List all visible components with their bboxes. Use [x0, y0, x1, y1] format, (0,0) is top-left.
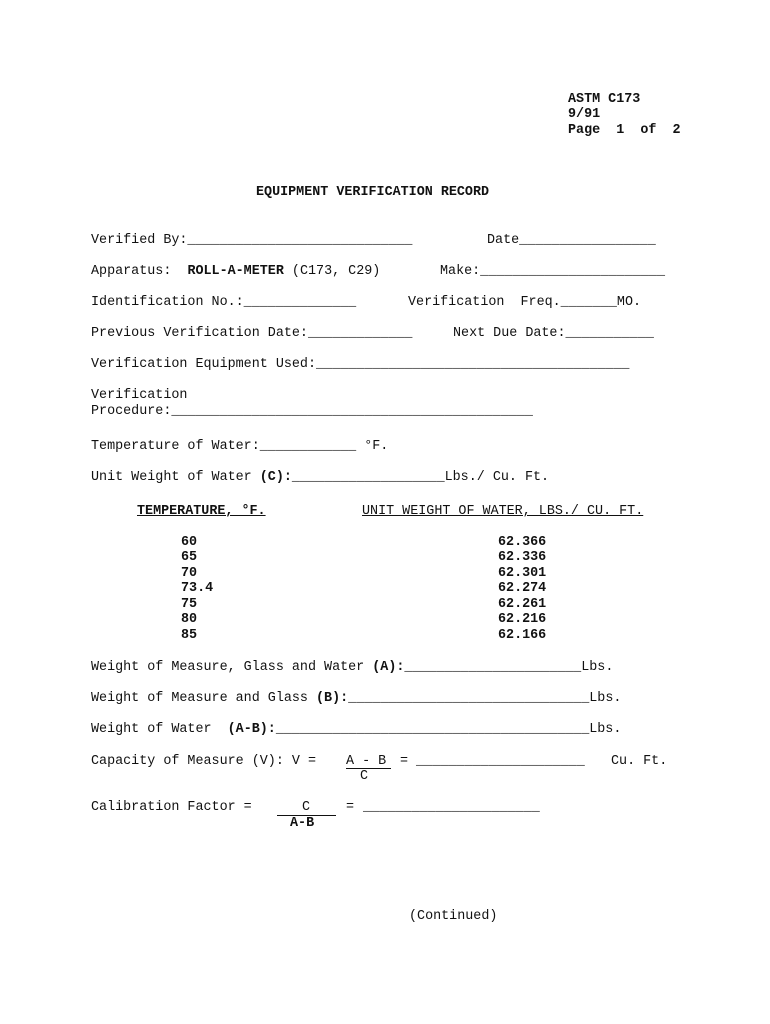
weight-a-label: Weight of Measure, Glass and Water: [91, 660, 365, 675]
table-temp-cell: 70: [181, 566, 198, 581]
table-weight-cell: 62.216: [498, 612, 547, 627]
table-temp-cell: 65: [181, 550, 198, 565]
calibration-equals: =: [346, 800, 355, 815]
calibration-denominator: A-B: [290, 816, 315, 831]
make-field: Make:_______________________: [440, 264, 665, 279]
verification-freq-field: Verification Freq._______MO.: [408, 295, 642, 310]
unit-weight-column-header: UNIT WEIGHT OF WATER, LBS./ CU. FT.: [362, 504, 644, 519]
apparatus-label: Apparatus:: [91, 264, 172, 279]
procedure-field: Procedure:_____________________________________________: [91, 404, 533, 419]
temperature-of-water-field: [91, 439, 388, 455]
table-weight-cell: 62.274: [498, 581, 547, 596]
unit-weight-field: [91, 470, 549, 486]
calibration-factor-label: Calibration Factor =: [91, 800, 252, 815]
page-label: Page: [568, 123, 601, 138]
table-weight-cell: 62.301: [498, 566, 547, 581]
verified-by-field: Verified By:____________________________: [91, 233, 413, 248]
of-label: of: [640, 123, 657, 138]
table-weight-cell: 62.366: [498, 535, 547, 550]
weight-b-code: (B):: [316, 691, 349, 706]
weight-measure-glass-water-field: [91, 660, 613, 676]
procedure-label: Verification: [91, 388, 188, 403]
apparatus-ref: (C173, C29): [291, 264, 381, 279]
page-number: 1: [616, 123, 625, 138]
table-temp-cell: 80: [181, 612, 198, 627]
page-indicator: [568, 123, 681, 139]
capacity-numerator: A - B: [346, 754, 387, 769]
temperature-column-header: TEMPERATURE, °F.: [137, 504, 266, 519]
next-due-date-field: Next Due Date:___________: [453, 326, 654, 341]
capacity-denominator: C: [360, 769, 369, 784]
table-temp-cell: 85: [181, 628, 198, 643]
capacity-line: _____________________: [416, 754, 585, 769]
apparatus-field: [91, 264, 380, 280]
continued-note: (Continued): [409, 909, 498, 924]
weight-water-line: _______________________________________Lbs.: [275, 722, 622, 737]
standard-code: ASTM C173: [568, 92, 641, 107]
apparatus-value: ROLL-A-METER: [187, 264, 284, 279]
weight-water-field: [91, 722, 621, 738]
unit-weight-line: ___________________Lbs./ Cu. Ft.: [291, 470, 550, 485]
previous-verification-date-field: Previous Verification Date:_____________: [91, 326, 413, 341]
document-title: EQUIPMENT VERIFICATION RECORD: [256, 185, 490, 200]
capacity-equals: =: [400, 754, 409, 769]
date-field: Date_________________: [487, 233, 656, 248]
capacity-unit: Cu. Ft.: [611, 754, 668, 769]
table-temp-cell: 75: [181, 597, 198, 612]
table-weight-cell: 62.166: [498, 628, 547, 643]
verification-equipment-field: Verification Equipment Used:_______________________________________: [91, 357, 630, 372]
weight-a-code: (A):: [372, 660, 405, 675]
table-temp-cell: 73.4: [181, 581, 214, 596]
page-total: 2: [672, 123, 681, 138]
weight-b-label: Weight of Measure and Glass: [91, 691, 308, 706]
identification-field: Identification No.:______________: [91, 295, 357, 310]
weight-b-line: ______________________________Lbs.: [348, 691, 622, 706]
temperature-of-water-line: Temperature of Water:____________: [91, 439, 357, 454]
calibration-line: ______________________: [363, 800, 540, 815]
calibration-numerator: C: [302, 800, 311, 815]
temperature-unit: °F.: [364, 439, 389, 454]
weight-a-line: ______________________Lbs.: [404, 660, 614, 675]
weight-measure-glass-field: [91, 691, 621, 707]
unit-weight-code: (C):: [259, 470, 292, 485]
table-temp-cell: 60: [181, 535, 198, 550]
table-weight-cell: 62.336: [498, 550, 547, 565]
capacity-label: Capacity of Measure (V): V =: [91, 754, 316, 769]
capacity-fraction-bar: [346, 768, 391, 769]
unit-weight-label: Unit Weight of Water: [91, 470, 252, 485]
revision-date: 9/91: [568, 107, 601, 122]
weight-water-label: Weight of Water: [91, 722, 212, 737]
weight-water-code: (A-B):: [227, 722, 276, 737]
table-weight-cell: 62.261: [498, 597, 547, 612]
